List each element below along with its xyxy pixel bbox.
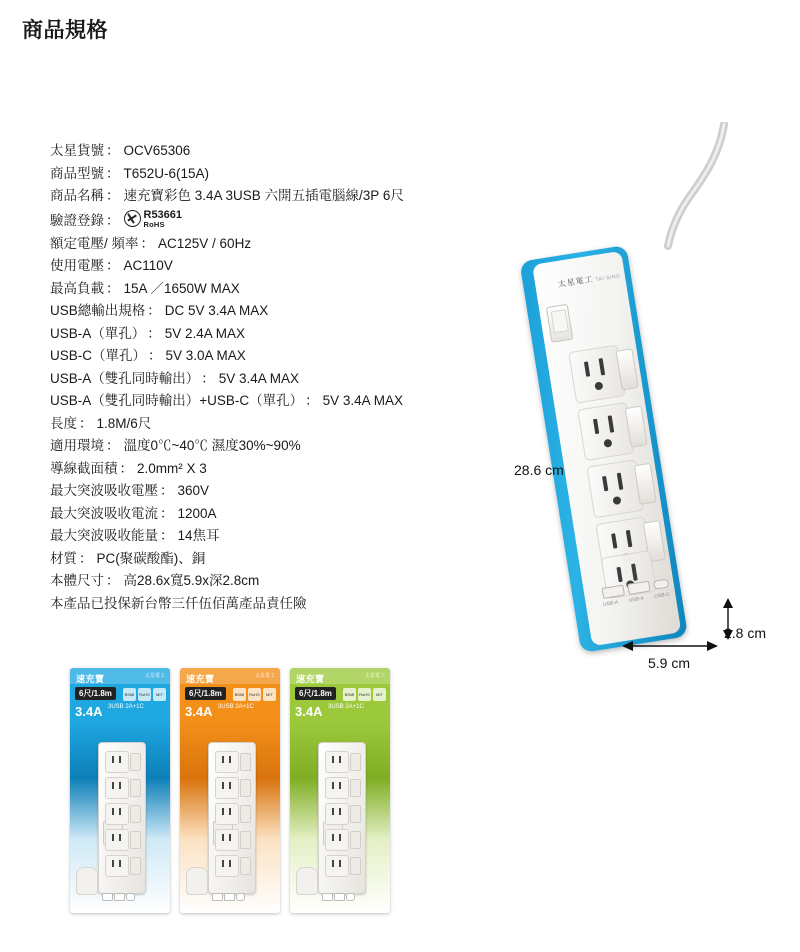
spec-value: 5V 3.0A MAX <box>165 348 246 364</box>
spec-label: 適用環境 <box>50 438 104 454</box>
spec-row <box>50 480 480 503</box>
spec-value: 5V 3.4A MAX <box>322 393 403 409</box>
width-dimension-arrow <box>622 636 718 656</box>
package-socket-switch <box>240 857 251 875</box>
spec-row <box>50 368 480 391</box>
package-plug-image <box>186 867 208 895</box>
spec-separator: ： <box>79 415 93 431</box>
package-length-badge: 6尺/1.8m <box>185 687 226 700</box>
spec-separator: ： <box>201 370 215 386</box>
socket-outlet <box>586 457 655 518</box>
package-socket <box>215 777 239 799</box>
usb-a-port-icon <box>601 585 624 599</box>
package-socket <box>325 777 349 799</box>
spec-label: USB-A（單孔） <box>50 325 146 341</box>
spec-row <box>50 458 480 481</box>
package-length-badge: 6尺/1.8m <box>295 687 336 700</box>
socket-slot-left <box>593 419 599 434</box>
spec-row <box>50 345 480 368</box>
spec-value: 14焦耳 <box>177 528 220 544</box>
spec-row <box>50 570 480 593</box>
spec-label: 材質 <box>50 550 77 566</box>
spec-label: 長度 <box>50 415 77 431</box>
spec-row <box>50 233 480 256</box>
package-badge: MIT <box>263 688 276 701</box>
package-socket-switch <box>350 753 361 771</box>
spec-label: 驗證登錄 <box>50 213 104 229</box>
package-usb-ports <box>212 891 246 903</box>
power-strip-body <box>519 243 700 657</box>
spec-label: 最大突波吸收能量 <box>50 528 158 544</box>
package-strip-image <box>98 742 146 894</box>
spec-value: 1.8M/6尺 <box>96 415 152 431</box>
spec-row <box>50 300 480 323</box>
depth-dimension-label: 2.8 cm <box>724 625 767 641</box>
spec-label: 本體尺寸 <box>50 573 104 589</box>
package-usb-ports <box>102 891 136 903</box>
package-badge: BSMI <box>233 688 246 701</box>
package-badges <box>233 688 276 701</box>
package-amp-label: 3.4A <box>295 704 323 719</box>
usb-port-label: USB-A <box>628 595 645 604</box>
socket-ground-pin <box>603 439 612 448</box>
package-socket-switch <box>350 779 361 797</box>
spec-separator: ： <box>140 235 155 251</box>
socket-ground-pin <box>594 381 603 390</box>
spec-row-insurance <box>50 593 480 616</box>
package-amp-label: 3.4A <box>185 704 213 719</box>
spec-label: 使用電壓 <box>50 258 104 274</box>
socket-slot-right <box>599 358 606 375</box>
brand-subname: TAI SING <box>595 273 621 284</box>
package-socket-switch <box>240 831 251 849</box>
spec-row <box>50 390 480 413</box>
package-socket-switch <box>130 779 141 797</box>
package-socket-switch <box>130 753 141 771</box>
package-socket <box>215 751 239 773</box>
spec-separator: ： <box>160 483 174 499</box>
package-socket <box>105 777 129 799</box>
bsmi-rohs-mark <box>124 210 183 229</box>
spec-separator: ： <box>106 280 120 296</box>
package-usb-ports <box>322 891 356 903</box>
spec-separator: ： <box>147 303 161 319</box>
spec-label: 最高負載 <box>50 280 104 296</box>
package-amp-label: 3.4A <box>75 704 103 719</box>
package-socket-switch <box>240 779 251 797</box>
spec-label: USB-A（雙孔同時輸出） <box>50 370 200 386</box>
spec-label: USB-A（雙孔同時輸出）+USB-C（單孔） <box>50 393 304 409</box>
package-socket <box>105 751 129 773</box>
brand-name: 太星電工 <box>557 274 595 290</box>
spec-row <box>50 140 480 163</box>
spec-separator: ： <box>106 143 120 158</box>
package-usb-label: 3USB 2A+1C <box>328 704 364 710</box>
spec-row <box>50 278 480 301</box>
package-socket <box>105 855 129 877</box>
spec-value: PC(聚碳酸酯)、銅 <box>96 550 206 566</box>
package-socket <box>215 855 239 877</box>
width-dimension-label: 5.9 cm <box>648 655 691 671</box>
package-photo-green[interactable] <box>290 668 390 913</box>
package-socket <box>105 829 129 851</box>
rohs-label: RoHS <box>143 219 165 229</box>
usb-port-label: USB-C <box>654 591 671 600</box>
spec-value: 360V <box>177 483 210 499</box>
spec-separator: ： <box>106 188 120 203</box>
spec-row <box>50 525 480 548</box>
spec-row <box>50 435 480 458</box>
package-socket-switch <box>130 857 141 875</box>
product-photo <box>490 120 790 665</box>
package-strip-image <box>318 742 366 894</box>
socket-ground-pin <box>612 496 621 505</box>
package-socket-switch <box>240 753 251 771</box>
spec-label: 太星貨號 <box>50 143 104 158</box>
spec-label: 導線截面積 <box>50 460 118 476</box>
spec-value: 5V 3.4A MAX <box>218 370 300 386</box>
socket-slot-left <box>611 533 617 548</box>
package-socket <box>325 751 349 773</box>
usb-a-port-icon <box>627 581 650 595</box>
spec-value: OCV65306 <box>123 143 191 158</box>
spec-separator: ： <box>147 325 161 341</box>
package-badges <box>123 688 166 701</box>
spec-separator: ： <box>305 393 319 409</box>
package-socket-switch <box>130 831 141 849</box>
package-badge: MIT <box>373 688 386 701</box>
power-cord-icon <box>650 122 732 252</box>
package-brand: 速充寶 <box>296 674 325 684</box>
package-plug-image <box>296 867 318 895</box>
spec-separator: ： <box>106 258 120 274</box>
spec-value: 速充寶彩色 3.4A 3USB 六開五插電腦線/3P 6尺 <box>123 188 404 203</box>
spec-value: 2.0mm² X 3 <box>137 460 207 476</box>
spec-value: AC125V / 60Hz <box>158 235 252 251</box>
spec-row <box>50 185 480 208</box>
spec-label: USB-C（單孔） <box>50 348 147 364</box>
package-badge: BSMI <box>343 688 356 701</box>
spec-value: DC 5V 3.4A MAX <box>164 303 269 319</box>
spec-value: T652U-6(15A) <box>123 165 210 181</box>
spec-row <box>50 323 480 346</box>
package-socket-switch <box>350 831 361 849</box>
package-socket <box>325 855 349 877</box>
package-socket <box>325 803 349 825</box>
package-photo-blue[interactable] <box>70 668 170 913</box>
package-badges <box>343 688 386 701</box>
spec-label: 最大突波吸收電流 <box>50 505 158 521</box>
spec-separator: ： <box>160 505 174 521</box>
bsmi-check-icon <box>124 210 141 227</box>
spec-value: AC110V <box>123 258 173 274</box>
package-logo: 太星電工 <box>144 673 165 679</box>
package-badge: RoHS <box>248 688 261 701</box>
package-socket <box>215 803 239 825</box>
certification-text <box>144 210 183 229</box>
socket-slot-right <box>608 415 615 432</box>
spec-label: 額定電壓/ 頻率 <box>50 235 139 251</box>
spec-separator: ： <box>106 213 120 229</box>
spec-label: 最大突波吸收電壓 <box>50 483 158 499</box>
spec-label: 商品型號 <box>50 165 104 181</box>
spec-label: 本產品已投保新台幣三仟伍佰萬產品責任險 <box>50 595 307 611</box>
spec-separator: ： <box>106 165 120 181</box>
spec-separator: ： <box>106 573 120 589</box>
certification-number: R53661 <box>143 208 183 221</box>
package-badge: RoHS <box>358 688 371 701</box>
usb-port-label: USB-A <box>602 599 619 608</box>
socket-outlet <box>568 343 637 404</box>
socket-slot-right <box>617 473 624 490</box>
package-length-badge: 6尺/1.8m <box>75 687 116 700</box>
spec-value: 高28.6x寬5.9x深2.8cm <box>123 573 260 589</box>
socket-slot-left <box>584 361 590 376</box>
package-badge: RoHS <box>138 688 151 701</box>
spec-label: USB總輸出規格 <box>50 303 146 319</box>
spec-value: 溫度0℃~40℃ 濕度30%~90% <box>123 438 301 454</box>
package-socket <box>325 829 349 851</box>
spec-row <box>50 163 480 186</box>
package-logo: 太星電工 <box>254 673 275 679</box>
socket-outlet <box>577 400 646 461</box>
package-gallery <box>70 668 390 913</box>
package-socket <box>105 803 129 825</box>
spec-separator: ： <box>106 438 120 454</box>
usb-c-port-icon <box>653 579 669 590</box>
package-photo-orange[interactable] <box>180 668 280 913</box>
package-socket-switch <box>130 805 141 823</box>
package-socket-switch <box>350 857 361 875</box>
package-brand: 速充寶 <box>76 674 105 684</box>
spec-row <box>50 548 480 571</box>
spec-value: 1200A <box>177 505 217 521</box>
spec-label: 商品名稱 <box>50 188 104 203</box>
spec-row <box>50 503 480 526</box>
spec-separator: ： <box>119 460 133 476</box>
package-socket <box>215 829 239 851</box>
package-socket-switch <box>240 805 251 823</box>
package-logo: 太星電工 <box>364 673 385 679</box>
height-dimension-label: 28.6 cm <box>514 462 564 478</box>
master-switch <box>546 304 573 343</box>
spec-row <box>50 413 480 436</box>
package-badge: BSMI <box>123 688 136 701</box>
socket-slot-left <box>602 476 608 491</box>
package-strip-image <box>208 742 256 894</box>
spec-value: 5V 2.4A MAX <box>164 325 246 341</box>
spec-value: 15A ／1650W MAX <box>123 280 240 296</box>
socket-slot-right <box>626 530 633 547</box>
package-usb-label: 3USB 2A+1C <box>108 704 144 710</box>
spec-separator: ： <box>79 550 93 566</box>
package-socket-switch <box>350 805 361 823</box>
specification-list <box>50 140 480 615</box>
spec-separator: ： <box>148 348 162 364</box>
brand-plate <box>554 265 626 303</box>
page-title: 商品規格 <box>22 19 108 42</box>
package-plug-image <box>76 867 98 895</box>
spec-row <box>50 255 480 278</box>
spec-separator: ： <box>160 528 174 544</box>
package-brand: 速充寶 <box>186 674 215 684</box>
package-badge: MIT <box>153 688 166 701</box>
package-usb-label: 3USB 2A+1C <box>218 704 254 710</box>
spec-row-certification <box>50 208 480 233</box>
